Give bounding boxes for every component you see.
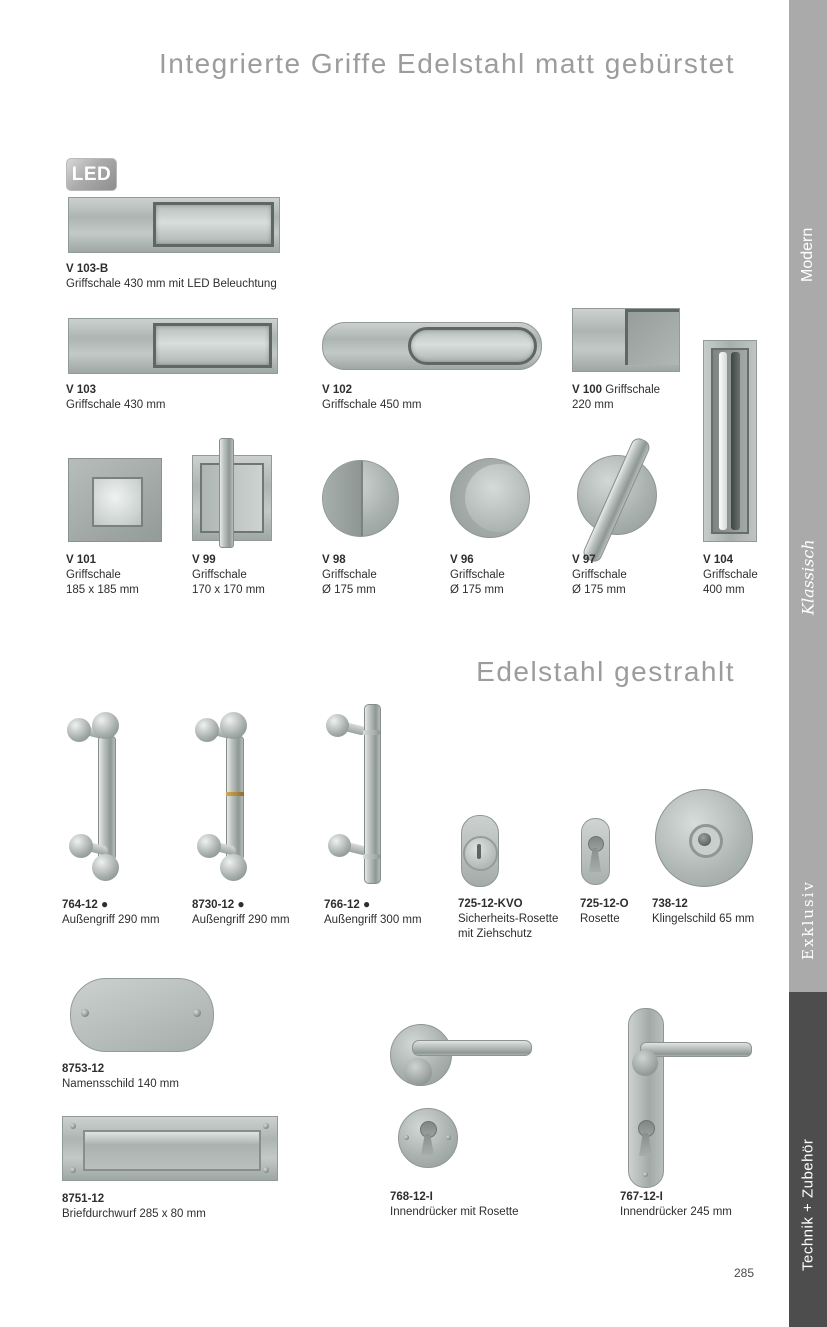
product-image-8753 [70, 978, 214, 1052]
product-label-v103: V 103 Griffschale 430 mm [66, 384, 166, 411]
screw-hole [404, 1135, 409, 1140]
product-label-738: 738-12 Klingelschild 65 mm [652, 898, 755, 925]
sidebar-tab-klassisch[interactable]: Klassisch [798, 539, 818, 616]
product-label-764: 764-12 ● Außengriff 290 mm [62, 897, 160, 926]
product-label-v100: V 100 Griffschale 220 mm [572, 384, 661, 411]
product-image-v98 [322, 460, 399, 537]
grip-highlight [719, 352, 727, 530]
dot-marker: ● [363, 897, 371, 911]
brass-ring [226, 792, 244, 796]
product-image-v104 [703, 340, 757, 542]
product-label-v99: V 99 Griffschale 170 x 170 mm [192, 554, 265, 596]
product-label-8730: 8730-12 ● Außengriff 290 mm [192, 897, 290, 926]
ball-end-top [92, 712, 119, 739]
lever-bar [640, 1042, 752, 1057]
screw-hole [643, 1172, 648, 1177]
product-image-v102 [322, 322, 542, 370]
mount-flange [197, 834, 221, 858]
grip-shadow [731, 352, 740, 530]
product-image-768 [388, 1022, 538, 1170]
grip-bar [581, 436, 652, 564]
product-image-v99 [192, 438, 270, 548]
recess-panel [625, 309, 679, 365]
sidebar-tab-modern[interactable]: Modern [799, 227, 816, 283]
mount-flange [67, 718, 91, 742]
recess-panel [92, 477, 143, 527]
product-label-768: 768-12-I Innendrücker mit Rosette [390, 1191, 519, 1218]
product-image-v103b [68, 197, 280, 253]
product-label-v98: V 98 Griffschale Ø 175 mm [322, 554, 377, 596]
lever-neck [632, 1050, 658, 1076]
dot-marker: ● [101, 897, 109, 911]
collar [363, 730, 380, 735]
led-badge: LED [66, 158, 117, 191]
lever-neck [404, 1058, 432, 1086]
recess-half [323, 461, 363, 536]
grip-bar [226, 736, 244, 860]
mount-flange [328, 834, 351, 857]
screw-hole [263, 1123, 269, 1129]
product-image-v96 [450, 458, 530, 538]
letter-flap [83, 1130, 261, 1171]
product-label-v102: V 102 Griffschale 450 mm [322, 384, 422, 411]
product-label-v101: V 101 Griffschale 185 x 185 mm [66, 554, 139, 596]
lever-bar [412, 1040, 532, 1056]
product-image-v97 [577, 455, 657, 535]
section-title-gestrahlt: Edelstahl gestrahlt [476, 656, 735, 687]
product-image-738 [655, 789, 753, 887]
dot-marker: ● [237, 897, 245, 911]
mount-flange [195, 718, 219, 742]
product-label-v104: V 104 Griffschale 400 mm [703, 554, 758, 596]
product-label-766: 766-12 ● Außengriff 300 mm [324, 897, 422, 926]
product-label-v97: V 97 Griffschale Ø 175 mm [572, 554, 627, 596]
dome [465, 464, 530, 533]
page-number: 285 [733, 1266, 754, 1280]
product-label-8751: 8751-12 Briefdurchwurf 285 x 80 mm [62, 1193, 206, 1220]
page-title: Integrierte Griffe Edelstahl matt gebürstet [158, 48, 735, 79]
screw-hole [70, 1123, 76, 1129]
product-label-767: 767-12-I Innendrücker 245 mm [620, 1191, 732, 1218]
product-label-v103b: V 103-B Griffschale 430 mm mit LED Beleuchtung [66, 263, 277, 290]
recess-panel [408, 327, 537, 365]
product-label-725o: 725-12-O Rosette [580, 898, 629, 925]
sidebar-background-light [789, 0, 827, 992]
product-image-8730 [190, 706, 285, 886]
product-image-v100 [572, 308, 680, 372]
recess-panel [153, 323, 272, 368]
product-image-725kvo [461, 815, 499, 887]
recess-panel [153, 202, 274, 247]
screw-hole [70, 1167, 76, 1173]
ball-end-top [220, 712, 247, 739]
product-label-8753: 8753-12 Namensschild 140 mm [62, 1063, 179, 1090]
screw-hole [193, 1009, 201, 1017]
key-slot [477, 844, 481, 859]
sidebar-tab-technik-zubehoer[interactable]: Technik + Zubehör [799, 1138, 817, 1272]
recess-panel [711, 348, 749, 534]
grip-bar [98, 736, 116, 860]
sidebar-tab-exklusiv[interactable]: Exklusiv [799, 880, 817, 960]
backplate [628, 1008, 664, 1188]
screw-hole [263, 1167, 269, 1173]
collar [363, 854, 380, 859]
grip-bar [219, 438, 234, 548]
screw-hole [446, 1135, 451, 1140]
product-image-764 [62, 706, 157, 886]
screw-hole [81, 1009, 89, 1017]
product-image-767 [622, 1008, 752, 1188]
product-image-v103 [68, 318, 278, 374]
product-label-725kvo: 725-12-KVO Sicherheits-Rosette mit Ziehschutz [458, 898, 559, 940]
product-image-766 [322, 704, 412, 886]
product-image-8751 [62, 1116, 278, 1181]
ball-end-bottom [220, 854, 247, 881]
ball-end-bottom [92, 854, 119, 881]
product-image-v101 [68, 458, 162, 542]
mount-flange [326, 714, 349, 737]
keyhole-stem [589, 848, 601, 872]
mount-flange [69, 834, 93, 858]
product-image-725o [581, 818, 610, 885]
bell-button [698, 833, 711, 846]
product-label-v96: V 96 Griffschale Ø 175 mm [450, 554, 505, 596]
